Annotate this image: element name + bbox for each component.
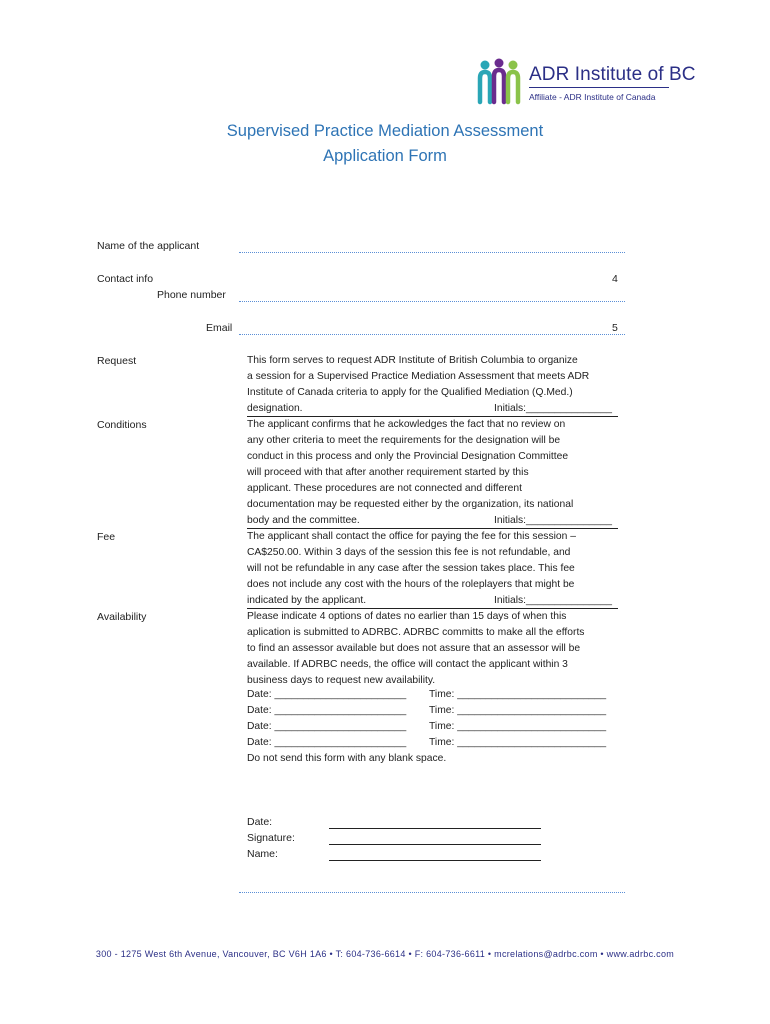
signoff-name-label: Name: xyxy=(247,848,278,860)
phone-field-number: 4 xyxy=(612,273,618,285)
email-label: Email xyxy=(206,322,233,334)
logo-title: ADR Institute of BC xyxy=(529,64,696,85)
email-field[interactable] xyxy=(239,334,625,335)
request-line: a session for a Supervised Practice Mediation Assessment that meets ADR xyxy=(247,371,590,382)
signoff-date-label: Date: xyxy=(247,816,273,828)
fee-label: Fee xyxy=(97,531,116,543)
request-text xyxy=(247,353,623,417)
date-field[interactable]: Date: _______________________ xyxy=(247,737,407,748)
availability-option-3 xyxy=(247,721,623,737)
phone-field[interactable] xyxy=(239,301,625,302)
availability-option-2 xyxy=(247,705,623,721)
availability-line: aplication is submitted to ADRBC. ADRBC committs to make all the efforts xyxy=(247,627,585,638)
availability-line: business days to request new availability. xyxy=(247,675,436,686)
footer-contact: 300 - 1275 West 6th Avenue, Vancouver, BC V6H 1A6 • T: 604-736-6614 • F: 604-736-6611 • mcrelations@adrbc.com • www.adrbc.com xyxy=(95,949,675,959)
fee-line: The applicant shall contact the office for paying the fee for this session – xyxy=(247,531,576,542)
signoff-name-field[interactable] xyxy=(329,860,541,861)
logo-subtitle: Affiliate - ADR Institute of Canada xyxy=(529,92,656,102)
availability-option-1 xyxy=(247,689,623,705)
blank-space-note: Do not send this form with any blank space. xyxy=(247,753,447,764)
email-field-number: 5 xyxy=(612,322,618,334)
fee-initials[interactable]: Initials:_______________ xyxy=(494,595,612,606)
availability-label: Availability xyxy=(97,611,147,623)
conditions-line: applicant. These procedures are not connected and different xyxy=(247,483,522,494)
contact-info-label: Contact info xyxy=(97,273,154,285)
adr-logo-mark xyxy=(476,58,522,106)
conditions-line: The applicant confirms that he ackowledges the fact that no review on xyxy=(247,419,566,430)
name-label: Name of the applicant xyxy=(97,240,200,252)
fee-line: does not include any cost with the hours of the roleplayers that might be xyxy=(247,579,575,590)
availability-line: available. If ADRBC needs, the office will contact the applicant within 3 xyxy=(247,659,568,670)
conditions-line: documentation may be requested either by the organization, its national xyxy=(247,499,574,510)
time-field[interactable]: Time: __________________________ xyxy=(429,689,607,700)
fee-line: will not be refundable in any case after the session takes place. This fee xyxy=(247,563,575,574)
availability-option-4 xyxy=(247,737,623,753)
fee-line: indicated by the applicant. xyxy=(247,595,367,606)
availability-line: to find an assessor available but does not assure that an assessor will be xyxy=(247,643,581,654)
availability-line: Please indicate 4 options of dates no earlier than 15 days of when this xyxy=(247,611,567,622)
form-subtitle: Application Form xyxy=(323,147,447,165)
availability-text xyxy=(247,609,623,689)
request-line: Institute of Canada criteria to apply for the Qualified Mediation (Q.Med.) xyxy=(247,387,573,398)
request-line: This form serves to request ADR Institute of British Columbia to organize xyxy=(247,355,578,366)
date-field[interactable]: Date: _______________________ xyxy=(247,721,407,732)
request-line: designation. xyxy=(247,403,303,414)
conditions-line: conduct in this process and only the Provincial Designation Committee xyxy=(247,451,569,462)
fee-text xyxy=(247,529,623,609)
signature-label: Signature: xyxy=(247,832,295,844)
conditions-line: will proceed with that after another requirement started by this xyxy=(247,467,529,478)
form-title: Supervised Practice Mediation Assessment xyxy=(226,122,544,140)
fee-line: CA$250.00. Within 3 days of the session this fee is not refundable, and xyxy=(247,547,571,558)
time-field[interactable]: Time: __________________________ xyxy=(429,705,607,716)
conditions-line: body and the committee. xyxy=(247,515,360,526)
conditions-initials[interactable]: Initials:_______________ xyxy=(494,515,612,526)
request-label: Request xyxy=(97,355,137,367)
form-end-rule xyxy=(239,892,625,893)
time-field[interactable]: Time: __________________________ xyxy=(429,737,607,748)
date-field[interactable]: Date: _______________________ xyxy=(247,705,407,716)
phone-label: Phone number xyxy=(157,289,226,301)
signature-field[interactable] xyxy=(329,844,541,845)
conditions-line: any other criteria to meet the requirements for the designation will be xyxy=(247,435,561,446)
date-field[interactable]: Date: _______________________ xyxy=(247,689,407,700)
conditions-label: Conditions xyxy=(97,419,147,431)
request-initials[interactable]: Initials:_______________ xyxy=(494,403,612,414)
time-field[interactable]: Time: __________________________ xyxy=(429,721,607,732)
name-field[interactable] xyxy=(239,252,625,253)
signoff-date-field[interactable] xyxy=(329,828,541,829)
conditions-text xyxy=(247,417,623,529)
logo-divider xyxy=(529,87,669,88)
